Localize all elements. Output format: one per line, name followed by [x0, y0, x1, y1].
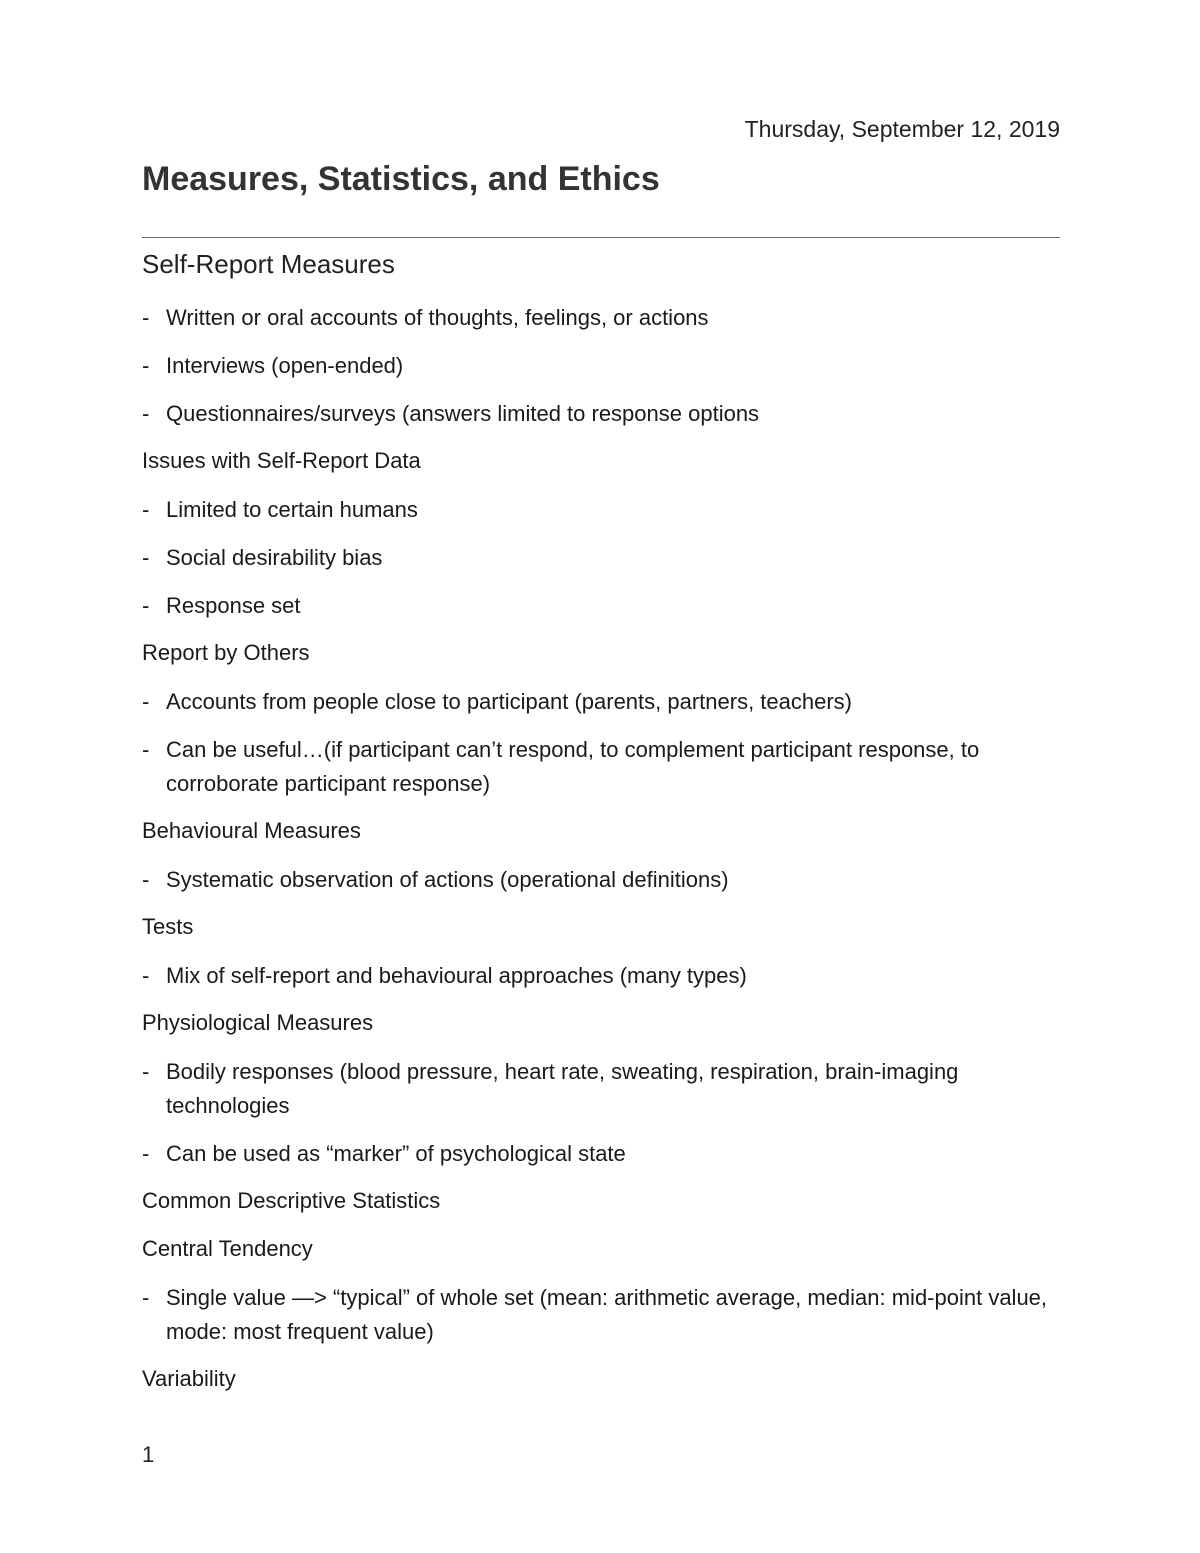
section-heading-self-report: Self-Report Measures	[142, 249, 395, 279]
list-item: - Mix of self-report and behavioural approaches (many types)	[142, 959, 1060, 993]
subheading-behavioural: Behavioural Measures	[142, 818, 361, 843]
bullet-dash: -	[142, 689, 150, 714]
bullet-dash: -	[142, 1059, 150, 1084]
list-item: - Written or oral accounts of thoughts, feelings, or actions	[142, 301, 1060, 335]
subheading-report-by-others: Report by Others	[142, 640, 310, 665]
subheading-central-tendency: Central Tendency	[142, 1236, 313, 1261]
list-item: - Response set	[142, 589, 1060, 623]
bullet-dash: -	[142, 401, 150, 426]
bullet-dash: -	[142, 1141, 150, 1166]
list-item: - Can be useful…(if participant can’t respond, to complement participant response, to corroborate participant response)	[142, 733, 1060, 801]
list-item: - Can be used as “marker” of psychological state	[142, 1137, 1060, 1171]
list-item: - Accounts from people close to participant (parents, partners, teachers)	[142, 685, 1060, 719]
bullet-dash: -	[142, 305, 150, 330]
title-divider	[142, 237, 1060, 238]
page-number: 1	[142, 1442, 155, 1467]
list-item: - Questionnaires/surveys (answers limited to response options	[142, 397, 1060, 431]
list-item: - Interviews (open-ended)	[142, 349, 1060, 383]
bullet-dash: -	[142, 737, 150, 762]
document-body	[142, 241, 1060, 1395]
bullet-dash: -	[142, 1285, 150, 1310]
list-item: - Social desirability bias	[142, 541, 1060, 575]
subheading-descriptive-statistics: Common Descriptive Statistics	[142, 1188, 441, 1213]
list-item: - Single value —> “typical” of whole set (mean: arithmetic average, median: mid-point value, mode: most frequent value)	[142, 1281, 1060, 1349]
subheading-variability: Variability	[142, 1366, 236, 1391]
list-item: - Bodily responses (blood pressure, heart rate, sweating, respiration, brain-imaging technologies	[142, 1055, 1060, 1123]
document-title: Measures, Statistics, and Ethics	[142, 160, 660, 198]
bullet-dash: -	[142, 545, 150, 570]
subheading-tests: Tests	[142, 914, 194, 939]
bullet-dash: -	[142, 963, 150, 988]
bullet-dash: -	[142, 593, 150, 618]
bullet-dash: -	[142, 497, 150, 522]
list-item: - Systematic observation of actions (operational definitions)	[142, 863, 1060, 897]
bullet-dash: -	[142, 867, 150, 892]
list-item: - Limited to certain humans	[142, 493, 1060, 527]
document-date: Thursday, September 12, 2019	[744, 116, 1060, 142]
bullet-dash: -	[142, 353, 150, 378]
subheading-physiological: Physiological Measures	[142, 1010, 374, 1035]
subheading-issues: Issues with Self-Report Data	[142, 448, 421, 473]
